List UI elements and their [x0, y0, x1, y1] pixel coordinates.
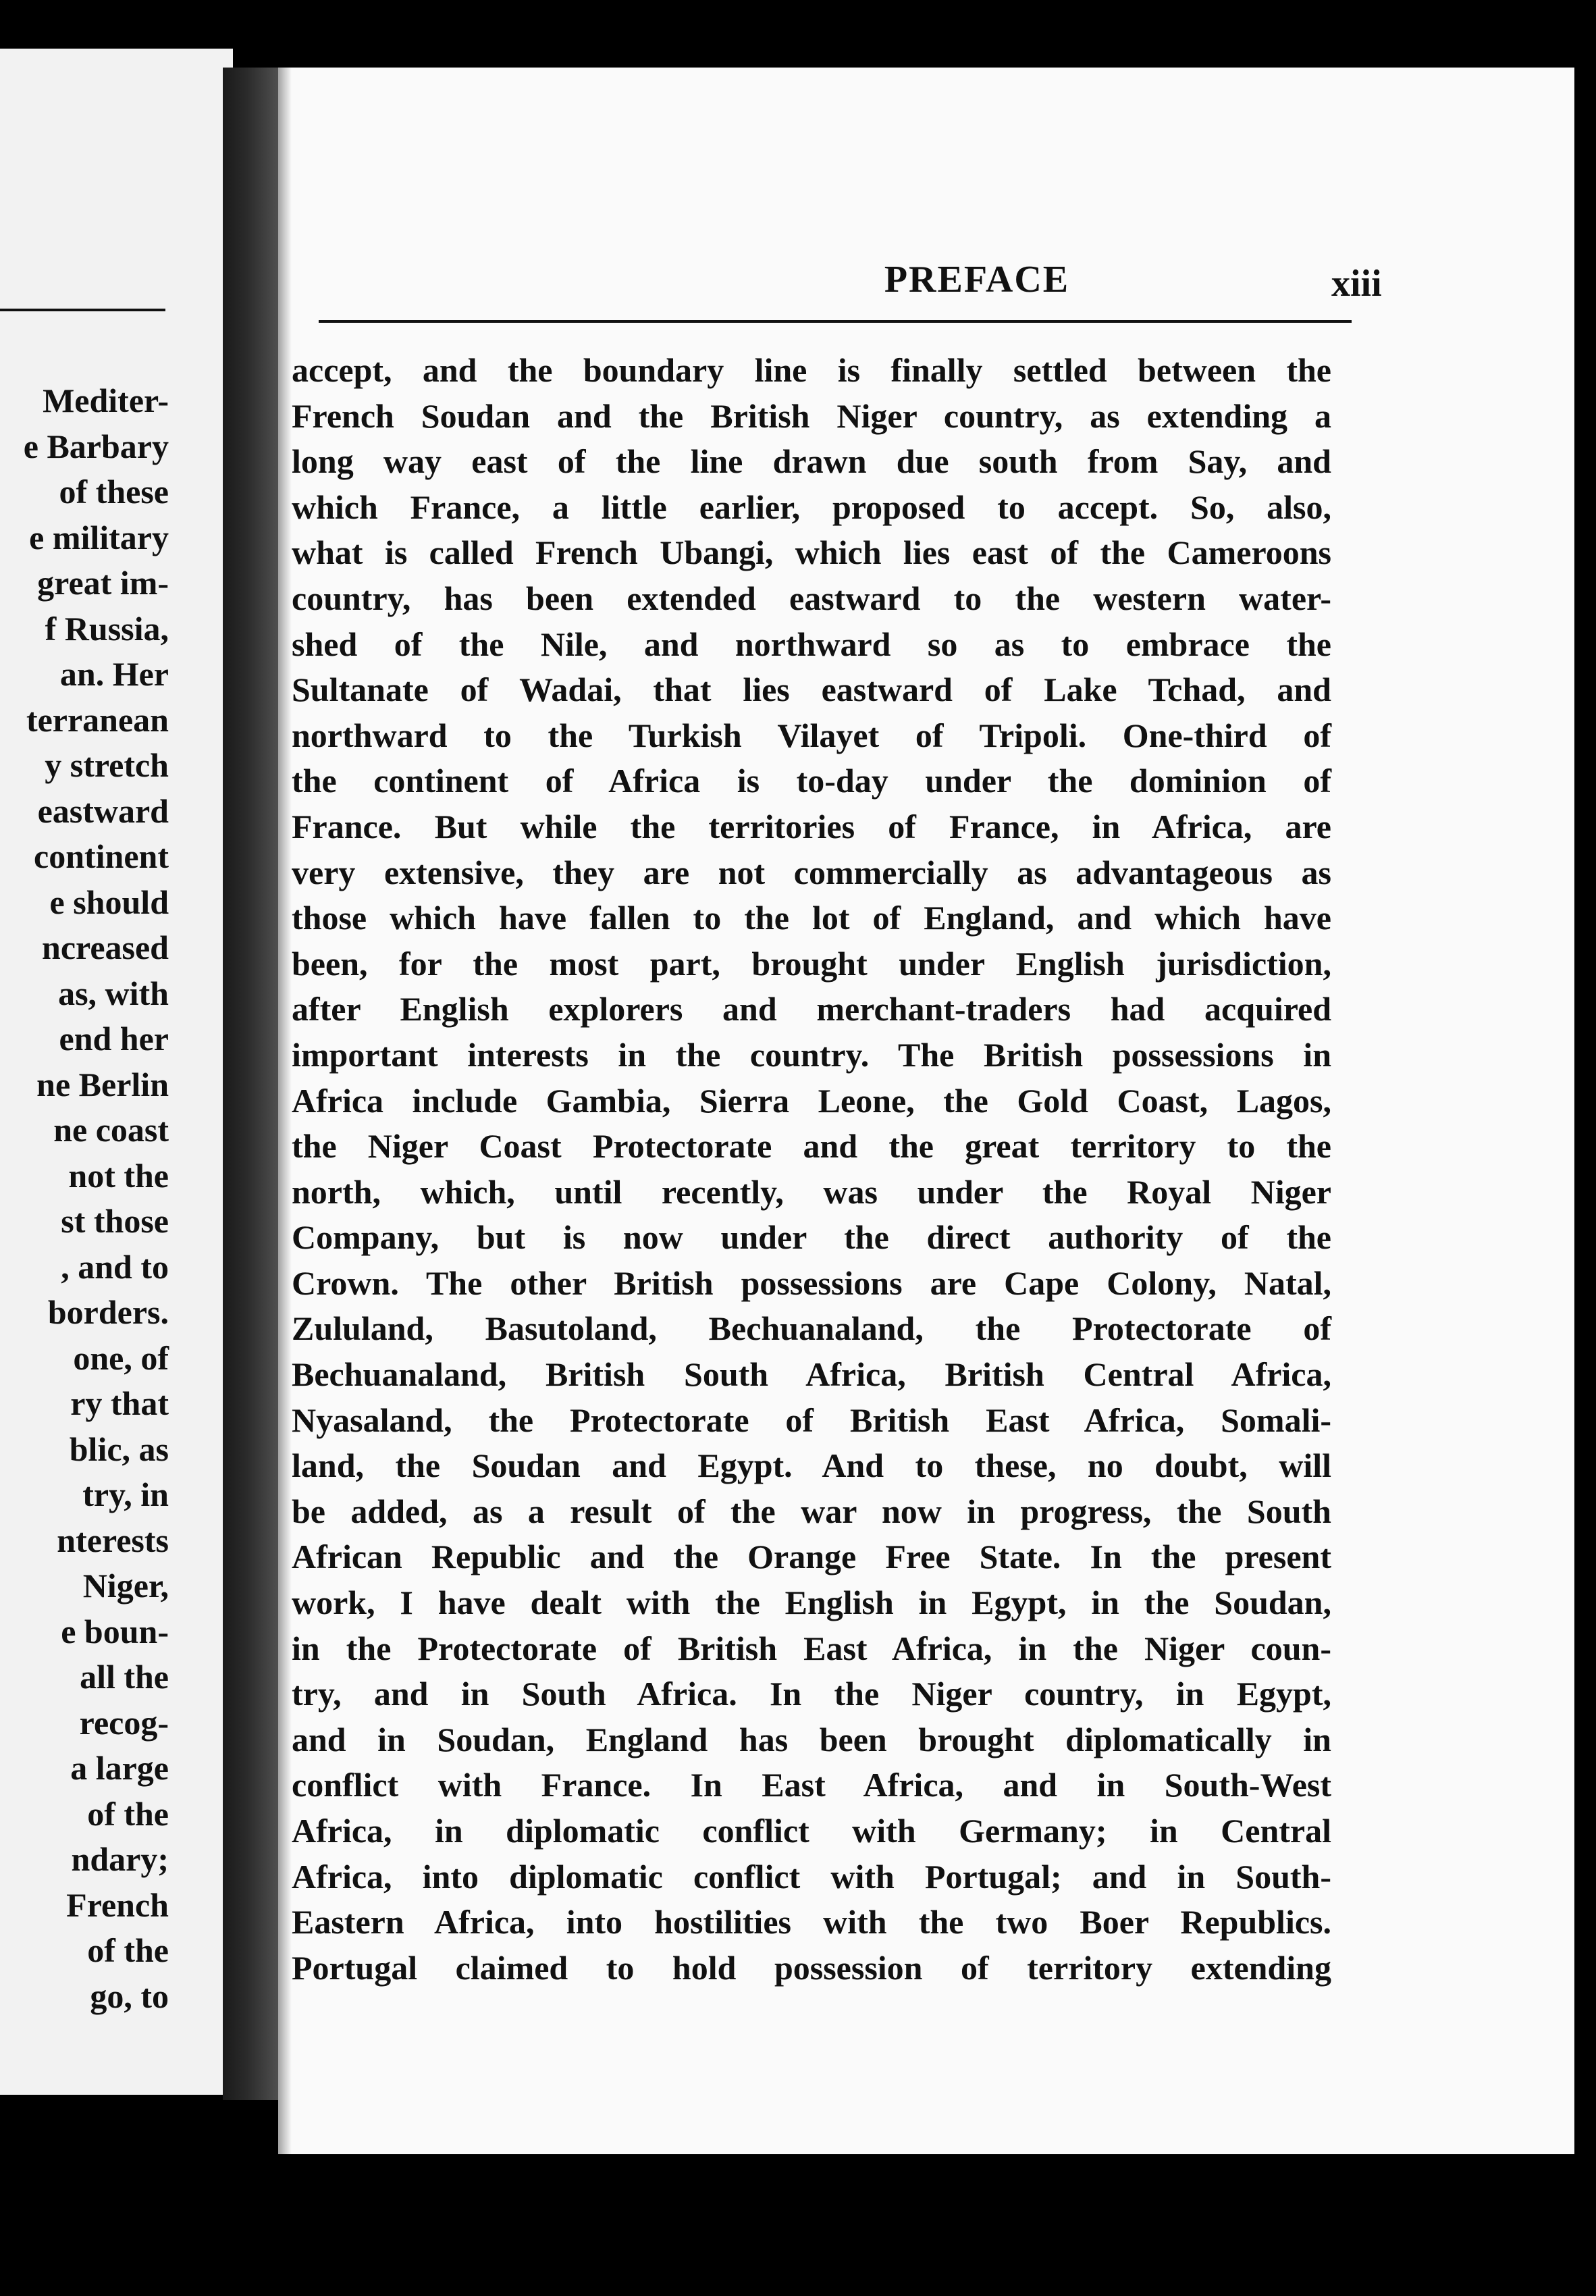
previous-page-line: of these — [59, 473, 169, 511]
text-line: land, the Soudan and Egypt. And to these, no doubt, will — [292, 1446, 1331, 1485]
text-line: work, I have dealt with the English in Egypt, in the Soudan, — [292, 1584, 1331, 1622]
text-line: been, for the most part, brought under English jurisdiction, — [292, 944, 1331, 983]
page-number: xiii — [1331, 263, 1382, 305]
previous-page-line: nterests — [57, 1521, 169, 1559]
previous-page-line: , and to — [61, 1247, 169, 1286]
text-line: shed of the Nile, and northward so as to embrace the — [292, 625, 1331, 663]
previous-page-line: ncreased — [42, 929, 169, 966]
text-line: French Soudan and the British Niger country, as extending a — [292, 396, 1331, 435]
previous-page-header-rule — [0, 309, 165, 311]
text-line: try, and in South Africa. In the Niger country, in Egypt, — [292, 1675, 1331, 1713]
previous-page-line: all the — [80, 1658, 169, 1696]
text-line: important interests in the country. The British possessions in — [292, 1035, 1331, 1074]
text-line: be added, as a result of the war now in progress, the South — [292, 1492, 1331, 1530]
previous-page-line: go, to — [90, 1977, 169, 2015]
previous-page-line: not the — [68, 1156, 169, 1195]
previous-page-line: e military — [29, 518, 169, 556]
text-line: north, which, until recently, was under the Royal Niger — [292, 1172, 1331, 1211]
previous-page-line: terranean — [26, 700, 169, 739]
text-line: the Niger Coast Protectorate and the great territory to the — [292, 1127, 1331, 1166]
previous-page-line: recog- — [79, 1703, 169, 1742]
previous-page-line: of the — [87, 1794, 169, 1833]
text-line: Crown. The other British possessions are Cape Colony, Natal, — [292, 1263, 1331, 1302]
text-line: after English explorers and merchant-traders had acquired — [292, 990, 1331, 1028]
previous-page-line: of the — [87, 1931, 169, 1969]
text-line: those which have fallen to the lot of England, and which have — [292, 899, 1331, 937]
text-line: northward to the Turkish Vilayet of Tripoli. One-third of — [292, 716, 1331, 754]
text-line: Africa include Gambia, Sierra Leone, the Gold Coast, Lagos, — [292, 1081, 1331, 1120]
previous-page-line: blic, as — [69, 1430, 169, 1468]
preface-page — [278, 68, 1574, 2154]
running-title: PREFACE — [884, 259, 1070, 301]
text-line: Sultanate of Wadai, that lies eastward of Lake Tchad, and — [292, 671, 1331, 709]
text-line: Africa, into diplomatic conflict with Portugal; and in South- — [292, 1857, 1331, 1896]
previous-page-line: e boun- — [61, 1612, 169, 1650]
text-line: long way east of the line drawn due south from Say, and — [292, 442, 1331, 481]
text-line: France. But while the territories of France, in Africa, are — [292, 807, 1331, 845]
text-line: accept, and the boundary line is finally settled between the — [292, 351, 1331, 389]
text-line: and in Soudan, England has been brought diplomatically in — [292, 1720, 1331, 1758]
previous-page-line: an. Her — [59, 655, 169, 693]
running-head — [319, 251, 1574, 359]
text-line: what is called French Ubangi, which lies east of the Cameroons — [292, 533, 1331, 572]
text-line: African Republic and the Orange Free State. In the present — [292, 1538, 1331, 1576]
text-line: Company, but is now under the direct authority of the — [292, 1218, 1331, 1257]
previous-page-line: f Russia, — [45, 609, 169, 648]
text-line: Africa, in diplomatic conflict with Germany; in Central — [292, 1812, 1331, 1850]
previous-page-fragment — [0, 49, 233, 2095]
text-line: country, has been extended eastward to the western water- — [292, 579, 1331, 617]
text-line: Nyasaland, the Protectorate of British East Africa, Somali- — [292, 1401, 1331, 1439]
previous-page-line: borders. — [47, 1293, 169, 1331]
previous-page-line: end her — [59, 1020, 169, 1058]
previous-page-line: e should — [49, 883, 169, 921]
previous-page-line: great im- — [37, 564, 169, 602]
previous-page-line: French — [66, 1885, 169, 1924]
previous-page-line: e Barbary — [23, 427, 169, 465]
previous-page-line: Mediter- — [43, 382, 169, 419]
header-rule — [319, 320, 1352, 323]
text-line: conflict with France. In East Africa, and in South-West — [292, 1766, 1331, 1804]
previous-page-line: try, in — [82, 1476, 169, 1513]
previous-page-line: one, of — [73, 1338, 169, 1377]
previous-page-line: ndary; — [71, 1840, 169, 1878]
previous-page-line: ne coast — [53, 1111, 169, 1149]
previous-page-line: ry that — [70, 1384, 169, 1422]
previous-page-line: eastward — [37, 791, 169, 830]
text-line: Zululand, Basutoland, Bechuanaland, the Protectorate of — [292, 1309, 1331, 1348]
previous-page-line: a large — [70, 1749, 169, 1787]
text-line: which France, a little earlier, proposed to accept. So, also, — [292, 488, 1331, 526]
text-line: the continent of Africa is to-day under the dominion of — [292, 762, 1331, 800]
previous-page-line: y stretch — [45, 746, 169, 784]
text-line: Portugal claimed to hold possession of territory extending — [292, 1948, 1331, 1987]
preface-body-text — [292, 348, 1331, 1991]
previous-page-line: ne Berlin — [36, 1065, 169, 1103]
previous-page-text — [0, 378, 169, 2019]
text-line: Eastern Africa, into hostilities with the two Boer Republics. — [292, 1903, 1331, 1941]
text-line: very extensive, they are not commercially as advantageous as — [292, 853, 1331, 891]
previous-page-line: continent — [34, 837, 169, 875]
text-line: Bechuanaland, British South Africa, British Central Africa, — [292, 1355, 1331, 1394]
previous-page-line: Niger, — [82, 1567, 169, 1604]
previous-page-line: st those — [61, 1202, 169, 1240]
text-line: in the Protectorate of British East Africa, in the Niger coun- — [292, 1629, 1331, 1667]
book-gutter — [223, 68, 284, 2100]
previous-page-line: as, with — [58, 974, 169, 1012]
